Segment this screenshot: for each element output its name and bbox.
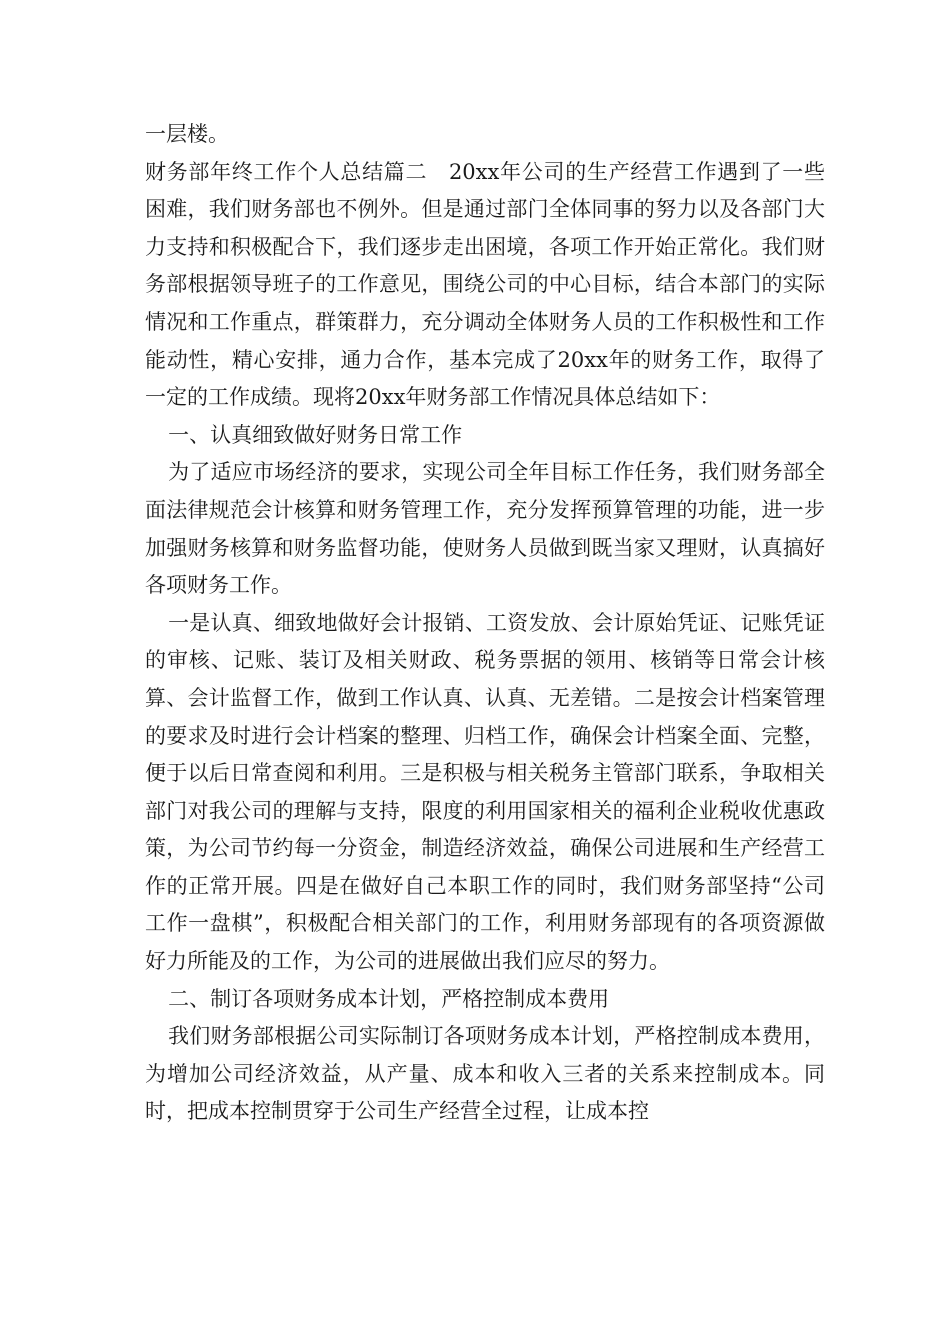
paragraph-section-1-intro: 为了适应市场经济的要求，实现公司全年目标工作任务，我们财务部全面法律规范会计核算和财务管理工作，充分发挥预算管理的功能，进一步加强财务核算和财务监督功能，使财务人员做到既当家又理财，认真搞好各项财务工作。 [145, 460, 825, 598]
document-page [145, 116, 825, 1131]
paragraph-section-1-details: 一是认真、细致地做好会计报销、工资发放、会计原始凭证、记账凭证的审核、记账、装订及相关财政、税务票据的领用、核销等日常会计核算、会计监督工作，做到工作认真、认真、无差错。二是按会计档案管理的要求及时进行会计档案的整理、归档工作，确保会计档案全面、完整，便于以后日常查阅和利用。三是积极与相关税务主管部门联系，争取相关部门对我公司的理解与支持，限度的利用国家相关的福利企业税收优惠政策，为公司节约每一分资金，制造经济效益，确保公司进展和生产经营工作的正常开展。四是在做好自己本职工作的同时，我们财务部坚持“公司工作一盘棋”，积极配合相关部门的工作，利用财务部现有的各项资源做好力所能及的工作，为公司的进展做出我们应尽的努力。 [145, 610, 825, 974]
section-heading-2: 二、制订各项财务成本计划，严格控制成本费用 [168, 986, 610, 1011]
section-heading-1: 一、认真细致做好财务日常工作 [168, 422, 463, 447]
paragraph-section-2-intro: 我们财务部根据公司实际制订各项财务成本计划，严格控制成本费用，为增加公司经济效益，从产量、成本和收入三者的关系来控制成本。同时，把成本控制贯穿于公司生产经营全过程，让成本控 [145, 1024, 825, 1124]
paragraph-continuation: 一层楼。 [145, 122, 229, 146]
paragraph-intro: 财务部年终工作个人总结篇二 20xx年公司的生产经营工作遇到了一些困难，我们财务部也不例外。但是通过部门全体同事的努力以及各部门大力支持和积极配合下，我们逐步走出困境，各项工作开始正常化。我们财务部根据领导班子的工作意见，围绕公司的中心目标，结合本部门的实际情况和工作重点，群策群力，充分调动全体财务人员的工作积极性和工作能动性，精心安排，通力合作，基本完成了20xx年的财务工作，取得了一定的工作成绩。现将20xx年财务部工作情况具体总结如下： [145, 159, 825, 410]
